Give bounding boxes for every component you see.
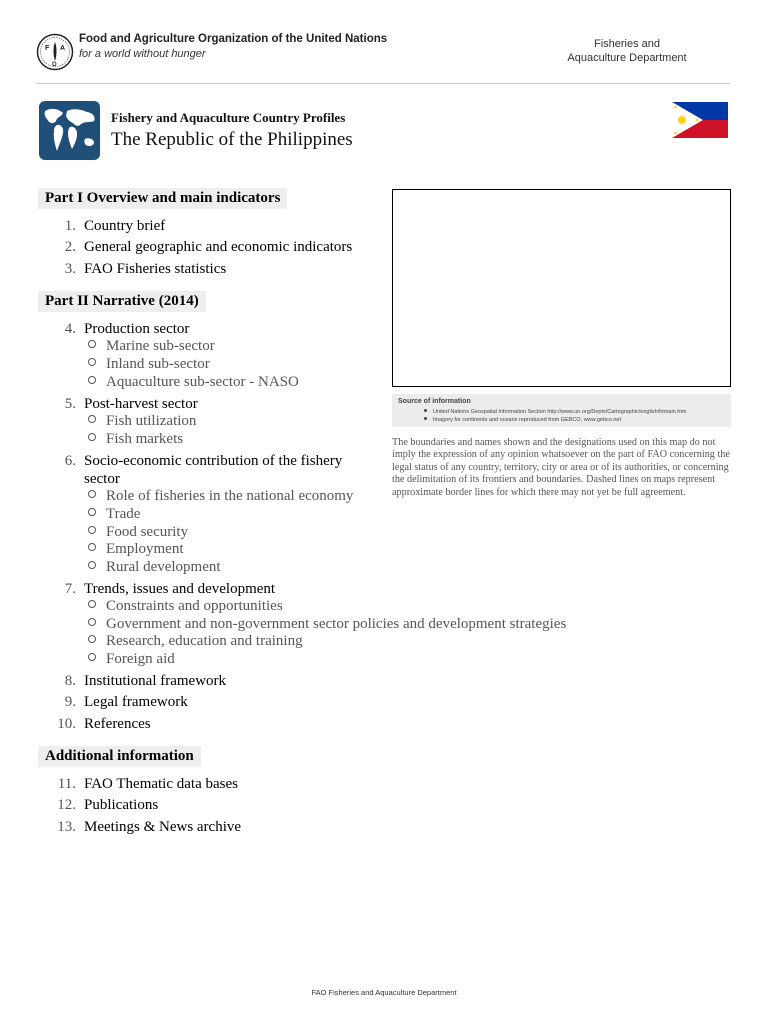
toc-label: Production sector [84, 321, 190, 337]
toc-sublabel: Food security [106, 524, 189, 540]
toc-sublabel: Trade [106, 506, 141, 522]
department-header [540, 37, 714, 65]
toc-label: Post-harvest sector [84, 396, 198, 412]
header-divider [36, 83, 730, 84]
toc-subitem-aquaculture[interactable] [88, 373, 299, 391]
profile-subtitle: Fishery and Aquaculture Country Profiles [111, 110, 346, 125]
source-text: United Nations Geospatial Information Section http://www.un.org/Depts/Cartographic/english/htmain.htm [433, 409, 687, 415]
toc-sublabel: Fish utilization [106, 413, 197, 429]
svg-text:F: F [45, 45, 50, 52]
bullet-icon [88, 490, 96, 498]
toc-item-production-sector[interactable] [50, 320, 189, 338]
toc-subitem-foreign-aid[interactable] [88, 650, 175, 668]
toc-subitem-research[interactable] [88, 632, 303, 650]
toc-label: Trends, issues and development [84, 581, 276, 597]
bullet-icon [88, 635, 96, 643]
toc-item-post-harvest[interactable] [50, 395, 198, 413]
toc-item-socio-economic[interactable] [50, 452, 342, 470]
bullet-icon [88, 618, 96, 626]
toc-label: Publications [84, 797, 159, 813]
toc-item-news-archive[interactable] [50, 818, 241, 836]
page-footer: FAO Fisheries and Aquaculture Department [311, 988, 457, 997]
country-title: The Republic of the Philippines [111, 129, 353, 150]
toc-subitem-fish-markets[interactable] [88, 430, 183, 448]
toc-item-geographic-indicators[interactable] [50, 238, 352, 256]
toc-sublabel: Fish markets [106, 431, 184, 447]
toc-number: 1. [64, 218, 76, 234]
toc-number: 10. [57, 716, 76, 732]
toc-label: FAO Fisheries statistics [84, 261, 227, 277]
org-tagline: for a world without hunger [79, 48, 206, 60]
toc-label: Institutional framework [84, 673, 227, 689]
toc-sublabel: Aquaculture sub-sector - NASO [106, 374, 299, 390]
source-title: Source of information [398, 398, 471, 405]
toc-item-country-brief[interactable] [50, 217, 165, 235]
bullet-icon [88, 526, 96, 534]
section-heading-additional: Additional information [38, 746, 201, 767]
toc-item-references[interactable] [50, 715, 151, 733]
toc-sublabel: Role of fisheries in the national economy [106, 488, 354, 504]
bullet-icon [88, 508, 96, 516]
toc-label: Legal framework [84, 694, 188, 710]
toc-number: 6. [64, 453, 76, 469]
toc-number: 13. [57, 819, 76, 835]
toc-subitem-trade[interactable] [88, 505, 140, 523]
toc-number: 3. [64, 261, 76, 277]
toc-item-trends[interactable] [50, 580, 275, 598]
toc-subitem-constraints[interactable] [88, 597, 283, 615]
toc-label: Socio-economic contribution of the fishery [84, 453, 343, 469]
bullet-icon [88, 561, 96, 569]
toc-subitem-fish-utilization[interactable] [88, 412, 196, 430]
toc-label-continuation[interactable]: sector [84, 471, 120, 487]
bullet-icon [88, 358, 96, 366]
toc-sublabel: Rural development [106, 559, 221, 575]
toc-number: 11. [57, 776, 76, 792]
toc-number: 12. [57, 797, 76, 813]
department-line-2: Aquaculture Department [567, 52, 687, 64]
toc-sublabel: Employment [106, 541, 184, 557]
toc-number: 9. [64, 694, 76, 710]
philippines-flag-icon [672, 102, 728, 138]
department-line-1: Fisheries and [593, 38, 661, 50]
bullet-icon [424, 417, 427, 420]
toc-label: References [84, 716, 151, 732]
bullet-icon [88, 433, 96, 441]
section-heading-part-1: Part I Overview and main indicators [38, 188, 287, 209]
toc-item-thematic-databases[interactable] [50, 775, 238, 793]
bullet-icon [88, 653, 96, 661]
toc-sublabel: Research, education and training [106, 633, 303, 649]
toc-subitem-marine[interactable] [88, 337, 215, 355]
map-disclaimer: The boundaries and names shown and the designations used on this map do not imply the expression of any opinion whatsoever on the part of FAO concerning the legal status of any country, territory, city or area or of its authorities, or concerning the delimitation of its frontiers and boundaries. Dashed lines on maps represent approximate border lines for which there may not yet be full agreement. [392, 437, 730, 498]
org-name: Food and Agriculture Organization of the United Nations [79, 33, 388, 45]
svg-text:O: O [52, 62, 57, 68]
toc-item-publications[interactable] [50, 796, 158, 814]
toc-number: 8. [64, 673, 76, 689]
toc-subitem-policies[interactable] [88, 615, 566, 633]
toc-subitem-role-of-fisheries[interactable] [88, 487, 353, 505]
source-item[interactable] [424, 409, 686, 415]
toc-sublabel: Inland sub-sector [106, 356, 210, 372]
bullet-icon [88, 376, 96, 384]
toc-number: 7. [64, 581, 76, 597]
toc-label: Country brief [84, 218, 166, 234]
toc-number: 2. [64, 239, 76, 255]
toc-number: 4. [64, 321, 76, 337]
globe-map-icon [39, 101, 100, 160]
toc-label: General geographic and economic indicators [84, 239, 353, 255]
toc-subitem-employment[interactable] [88, 540, 184, 558]
toc-subitem-food-security[interactable] [88, 523, 188, 541]
toc-subitem-inland[interactable] [88, 355, 210, 373]
country-map [392, 189, 731, 387]
toc-sublabel: Constraints and opportunities [106, 598, 283, 614]
bullet-icon [424, 409, 427, 412]
toc-label: Meetings & News archive [84, 819, 242, 835]
bullet-icon [88, 600, 96, 608]
toc-item-fisheries-statistics[interactable] [50, 260, 226, 278]
svg-text:A: A [60, 45, 66, 52]
source-item[interactable] [424, 417, 621, 423]
toc-number: 5. [64, 396, 76, 412]
toc-label: FAO Thematic data bases [84, 776, 238, 792]
toc-sublabel: Marine sub-sector [106, 338, 215, 354]
toc-item-legal[interactable] [50, 693, 188, 711]
bullet-icon [88, 543, 96, 551]
toc-sublabel: Foreign aid [106, 651, 175, 667]
source-text: Imagery for continents and oceans reproduced from GEBCO, www.gebco.net [433, 417, 622, 423]
toc-item-institutional[interactable] [50, 672, 226, 690]
toc-subitem-rural-development[interactable] [88, 558, 221, 576]
bullet-icon [88, 415, 96, 423]
toc-sublabel: Government and non-government sector policies and development strategies [106, 616, 567, 632]
bullet-icon [88, 340, 96, 348]
section-heading-part-2: Part II Narrative (2014) [38, 291, 206, 312]
fao-logo-icon [36, 33, 74, 71]
